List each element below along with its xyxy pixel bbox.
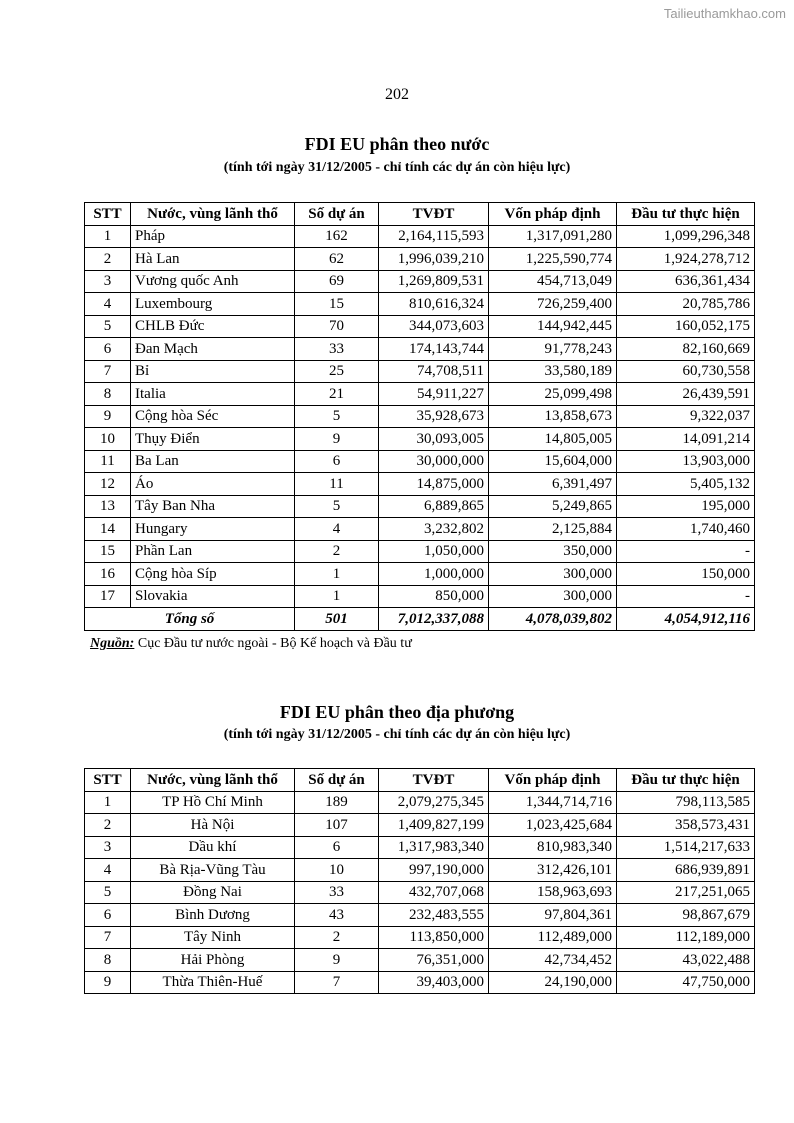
header-legal-capital: Vốn pháp định	[489, 203, 617, 226]
row-stt: 9	[85, 405, 131, 428]
source-label: Nguồn:	[90, 636, 135, 651]
row-implemented: 14,091,214	[617, 428, 755, 451]
row-legal-capital: 300,000	[489, 585, 617, 608]
row-legal-capital: 97,804,361	[489, 904, 617, 927]
header-implemented: Đầu tư thực hiện	[617, 203, 755, 226]
row-implemented: -	[617, 585, 755, 608]
row-stt: 8	[85, 383, 131, 406]
row-name: Italia	[131, 383, 295, 406]
row-legal-capital: 2,125,884	[489, 518, 617, 541]
row-stt: 7	[85, 360, 131, 383]
table-row	[85, 473, 755, 496]
row-name: Bà Rịa-Vũng Tàu	[131, 859, 295, 882]
fdi-by-country-table	[84, 202, 755, 631]
table-row	[85, 428, 755, 451]
table1-subtitle: (tính tới ngày 31/12/2005 - chỉ tính các dự án còn hiệu lực)	[223, 160, 571, 175]
row-tvdt: 174,143,744	[379, 338, 489, 361]
row-tvdt: 76,351,000	[379, 949, 489, 972]
row-projects: 162	[295, 225, 379, 248]
table-row	[85, 540, 755, 563]
row-tvdt: 39,403,000	[379, 971, 489, 994]
row-tvdt: 1,409,827,199	[379, 814, 489, 837]
row-implemented: 636,361,434	[617, 270, 755, 293]
row-legal-capital: 1,344,714,716	[489, 791, 617, 814]
row-stt: 2	[85, 248, 131, 271]
row-implemented: 20,785,786	[617, 293, 755, 316]
header-implemented: Đầu tư thực hiện	[617, 769, 755, 792]
row-implemented: 9,322,037	[617, 405, 755, 428]
row-tvdt: 14,875,000	[379, 473, 489, 496]
row-tvdt: 3,232,802	[379, 518, 489, 541]
row-implemented: 686,939,891	[617, 859, 755, 882]
row-stt: 6	[85, 904, 131, 927]
row-name: Dầu khí	[131, 836, 295, 859]
row-stt: 6	[85, 338, 131, 361]
row-stt: 17	[85, 585, 131, 608]
table-row	[85, 791, 755, 814]
row-tvdt: 2,079,275,345	[379, 791, 489, 814]
row-name: Ba Lan	[131, 450, 295, 473]
row-projects: 189	[295, 791, 379, 814]
row-name: Đan Mạch	[131, 338, 295, 361]
row-name: Cộng hòa Síp	[131, 563, 295, 586]
row-legal-capital: 810,983,340	[489, 836, 617, 859]
header-projects: Số dự án	[295, 203, 379, 226]
header-legal-capital: Vốn pháp định	[489, 769, 617, 792]
row-name: Thụy Điển	[131, 428, 295, 451]
row-stt: 4	[85, 293, 131, 316]
table-row	[85, 270, 755, 293]
row-projects: 1	[295, 563, 379, 586]
total-tvdt: 7,012,337,088	[379, 608, 489, 631]
table-header-row	[85, 203, 755, 226]
table-row	[85, 585, 755, 608]
row-projects: 62	[295, 248, 379, 271]
row-legal-capital: 158,963,693	[489, 881, 617, 904]
table-row	[85, 904, 755, 927]
row-implemented: 798,113,585	[617, 791, 755, 814]
row-tvdt: 1,000,000	[379, 563, 489, 586]
row-legal-capital: 14,805,005	[489, 428, 617, 451]
row-name: Cộng hòa Séc	[131, 405, 295, 428]
row-stt: 1	[85, 791, 131, 814]
row-tvdt: 1,317,983,340	[379, 836, 489, 859]
row-name: Tây Ban Nha	[131, 495, 295, 518]
table-row	[85, 293, 755, 316]
row-tvdt: 54,911,227	[379, 383, 489, 406]
row-stt: 4	[85, 859, 131, 882]
row-stt: 14	[85, 518, 131, 541]
row-projects: 2	[295, 926, 379, 949]
row-stt: 11	[85, 450, 131, 473]
row-tvdt: 1,050,000	[379, 540, 489, 563]
row-legal-capital: 312,426,101	[489, 859, 617, 882]
row-tvdt: 1,269,809,531	[379, 270, 489, 293]
row-stt: 3	[85, 270, 131, 293]
row-tvdt: 74,708,511	[379, 360, 489, 383]
table-row	[85, 338, 755, 361]
row-legal-capital: 33,580,189	[489, 360, 617, 383]
row-name: Đồng Nai	[131, 881, 295, 904]
row-projects: 25	[295, 360, 379, 383]
row-tvdt: 432,707,068	[379, 881, 489, 904]
table2-body	[85, 791, 755, 994]
table-row	[85, 836, 755, 859]
row-implemented: 160,052,175	[617, 315, 755, 338]
table1-body	[85, 225, 755, 608]
watermark-text: Tailieuthamkhao.com	[663, 6, 786, 21]
row-legal-capital: 1,023,425,684	[489, 814, 617, 837]
table-row	[85, 971, 755, 994]
row-implemented: 1,924,278,712	[617, 248, 755, 271]
row-legal-capital: 5,249,865	[489, 495, 617, 518]
row-name: Vương quốc Anh	[131, 270, 295, 293]
table-row	[85, 315, 755, 338]
row-tvdt: 30,000,000	[379, 450, 489, 473]
row-stt: 3	[85, 836, 131, 859]
row-legal-capital: 6,391,497	[489, 473, 617, 496]
row-projects: 2	[295, 540, 379, 563]
source-text: Cục Đầu tư nước ngoài - Bộ Kế hoạch và Đầu tư	[134, 636, 412, 651]
row-stt: 5	[85, 315, 131, 338]
header-tvdt: TVĐT	[379, 769, 489, 792]
table2-title: FDI EU phân theo địa phương	[279, 702, 515, 722]
row-implemented: 217,251,065	[617, 881, 755, 904]
row-stt: 16	[85, 563, 131, 586]
table-row	[85, 495, 755, 518]
total-label: Tổng số	[85, 608, 295, 631]
row-projects: 69	[295, 270, 379, 293]
row-implemented: 1,740,460	[617, 518, 755, 541]
row-name: Bỉ	[131, 360, 295, 383]
row-tvdt: 344,073,603	[379, 315, 489, 338]
row-implemented: 358,573,431	[617, 814, 755, 837]
row-projects: 11	[295, 473, 379, 496]
row-tvdt: 1,996,039,210	[379, 248, 489, 271]
row-implemented: 112,189,000	[617, 926, 755, 949]
row-stt: 2	[85, 814, 131, 837]
row-implemented: 82,160,669	[617, 338, 755, 361]
row-tvdt: 997,190,000	[379, 859, 489, 882]
header-locality: Nước, vùng lãnh thổ	[131, 769, 295, 792]
row-legal-capital: 91,778,243	[489, 338, 617, 361]
row-implemented: 5,405,132	[617, 473, 755, 496]
header-stt: STT	[85, 203, 131, 226]
row-legal-capital: 15,604,000	[489, 450, 617, 473]
fdi-by-locality-table	[84, 768, 755, 994]
table-header-row	[85, 769, 755, 792]
row-implemented: 26,439,591	[617, 383, 755, 406]
row-legal-capital: 112,489,000	[489, 926, 617, 949]
row-tvdt: 2,164,115,593	[379, 225, 489, 248]
row-tvdt: 850,000	[379, 585, 489, 608]
table-row	[85, 248, 755, 271]
table-row	[85, 881, 755, 904]
page-number: 202	[385, 86, 409, 103]
row-name: Pháp	[131, 225, 295, 248]
row-name: Thừa Thiên-Huế	[131, 971, 295, 994]
row-implemented: 43,022,488	[617, 949, 755, 972]
row-name: Hungary	[131, 518, 295, 541]
row-name: Áo	[131, 473, 295, 496]
row-legal-capital: 144,942,445	[489, 315, 617, 338]
row-projects: 9	[295, 428, 379, 451]
row-name: CHLB Đức	[131, 315, 295, 338]
header-country: Nước, vùng lãnh thổ	[131, 203, 295, 226]
row-tvdt: 35,928,673	[379, 405, 489, 428]
row-projects: 5	[295, 495, 379, 518]
total-row	[85, 608, 755, 631]
row-implemented: 47,750,000	[617, 971, 755, 994]
table-row	[85, 926, 755, 949]
row-implemented: 1,514,217,633	[617, 836, 755, 859]
row-legal-capital: 350,000	[489, 540, 617, 563]
row-name: Luxembourg	[131, 293, 295, 316]
row-implemented: 98,867,679	[617, 904, 755, 927]
row-tvdt: 30,093,005	[379, 428, 489, 451]
table-row	[85, 360, 755, 383]
row-name: Hà Lan	[131, 248, 295, 271]
row-projects: 4	[295, 518, 379, 541]
row-name: Phần Lan	[131, 540, 295, 563]
row-implemented: 1,099,296,348	[617, 225, 755, 248]
header-projects: Số dự án	[295, 769, 379, 792]
row-legal-capital: 25,099,498	[489, 383, 617, 406]
row-legal-capital: 1,317,091,280	[489, 225, 617, 248]
row-stt: 7	[85, 926, 131, 949]
table-row	[85, 450, 755, 473]
row-name: Bình Dương	[131, 904, 295, 927]
row-implemented: 195,000	[617, 495, 755, 518]
row-projects: 5	[295, 405, 379, 428]
row-name: Tây Ninh	[131, 926, 295, 949]
source-note	[90, 636, 412, 652]
row-projects: 9	[295, 949, 379, 972]
table-row	[85, 518, 755, 541]
row-projects: 6	[295, 450, 379, 473]
table-row	[85, 405, 755, 428]
table-row	[85, 814, 755, 837]
row-stt: 12	[85, 473, 131, 496]
row-stt: 13	[85, 495, 131, 518]
row-projects: 6	[295, 836, 379, 859]
row-name: TP Hồ Chí Minh	[131, 791, 295, 814]
row-legal-capital: 24,190,000	[489, 971, 617, 994]
row-tvdt: 6,889,865	[379, 495, 489, 518]
row-implemented: 60,730,558	[617, 360, 755, 383]
table-row	[85, 859, 755, 882]
table-row	[85, 563, 755, 586]
row-projects: 70	[295, 315, 379, 338]
row-name: Hà Nội	[131, 814, 295, 837]
table2-subtitle: (tính tới ngày 31/12/2005 - chỉ tính các dự án còn hiệu lực)	[223, 727, 571, 742]
row-projects: 21	[295, 383, 379, 406]
row-stt: 8	[85, 949, 131, 972]
row-projects: 15	[295, 293, 379, 316]
total-projects: 501	[295, 608, 379, 631]
row-projects: 1	[295, 585, 379, 608]
row-legal-capital: 13,858,673	[489, 405, 617, 428]
row-stt: 1	[85, 225, 131, 248]
row-projects: 33	[295, 338, 379, 361]
row-legal-capital: 300,000	[489, 563, 617, 586]
table-row	[85, 383, 755, 406]
row-projects: 107	[295, 814, 379, 837]
row-projects: 7	[295, 971, 379, 994]
row-legal-capital: 1,225,590,774	[489, 248, 617, 271]
row-projects: 43	[295, 904, 379, 927]
row-name: Slovakia	[131, 585, 295, 608]
row-implemented: 150,000	[617, 563, 755, 586]
row-legal-capital: 454,713,049	[489, 270, 617, 293]
row-stt: 9	[85, 971, 131, 994]
total-implemented: 4,054,912,116	[617, 608, 755, 631]
table-row	[85, 949, 755, 972]
table1-title: FDI EU phân theo nước	[304, 134, 490, 154]
row-stt: 15	[85, 540, 131, 563]
header-stt: STT	[85, 769, 131, 792]
row-tvdt: 232,483,555	[379, 904, 489, 927]
total-legal-capital: 4,078,039,802	[489, 608, 617, 631]
table-row	[85, 225, 755, 248]
row-legal-capital: 42,734,452	[489, 949, 617, 972]
row-stt: 5	[85, 881, 131, 904]
row-tvdt: 810,616,324	[379, 293, 489, 316]
row-projects: 10	[295, 859, 379, 882]
row-name: Hải Phòng	[131, 949, 295, 972]
row-legal-capital: 726,259,400	[489, 293, 617, 316]
row-implemented: -	[617, 540, 755, 563]
row-stt: 10	[85, 428, 131, 451]
row-implemented: 13,903,000	[617, 450, 755, 473]
row-tvdt: 113,850,000	[379, 926, 489, 949]
header-tvdt: TVĐT	[379, 203, 489, 226]
row-projects: 33	[295, 881, 379, 904]
